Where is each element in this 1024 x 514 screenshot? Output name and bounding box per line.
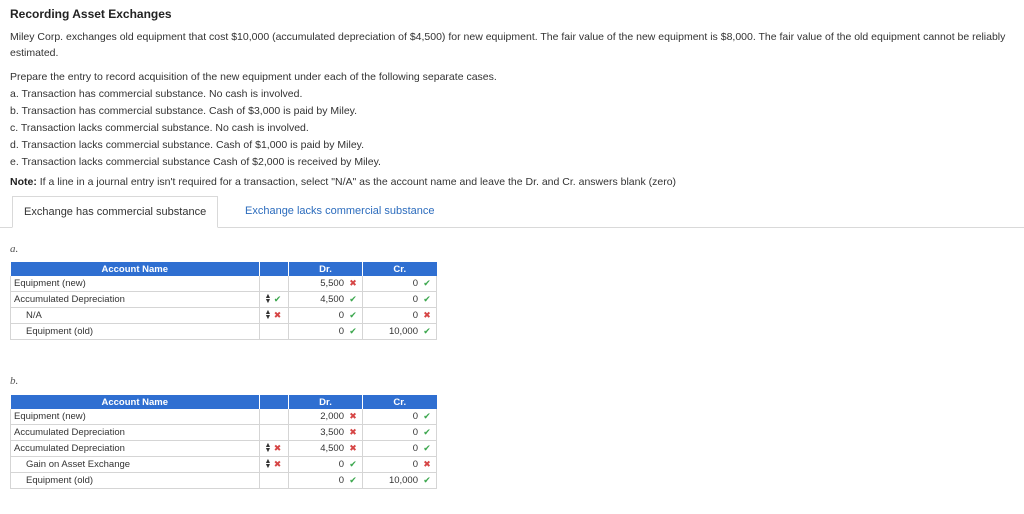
debit-input[interactable] — [289, 441, 363, 457]
account-name-cell[interactable] — [11, 292, 260, 308]
control-header — [260, 395, 289, 409]
check-icon: ✔ — [423, 410, 431, 421]
page-title: Recording Asset Exchanges — [10, 7, 172, 21]
x-icon: ✖ — [423, 309, 431, 320]
account-control-cell — [260, 473, 289, 489]
account-name-text: Equipment (old) — [26, 475, 94, 486]
credit-value: 0 — [412, 458, 418, 470]
account-name-cell[interactable] — [11, 441, 260, 457]
account-name-text: Gain on Asset Exchange — [26, 459, 131, 470]
note-label: Note: — [10, 176, 37, 188]
journal-row — [11, 276, 437, 292]
journal-table-b — [10, 395, 437, 489]
debit-input[interactable] — [289, 276, 363, 292]
credit-input[interactable] — [363, 409, 437, 425]
journal-row — [11, 308, 437, 324]
journal-row — [11, 473, 437, 489]
debit-value: 0 — [338, 309, 344, 321]
debit-input[interactable] — [289, 457, 363, 473]
credit-input[interactable] — [363, 324, 437, 340]
journal-row — [11, 409, 437, 425]
note — [10, 176, 676, 188]
up-down-arrow-icon[interactable]: ▲ ▼ — [264, 293, 272, 306]
x-icon: ✖ — [273, 442, 282, 453]
account-name-cell[interactable] — [11, 409, 260, 425]
check-icon: ✔ — [349, 458, 357, 469]
account-name-text: N/A — [26, 310, 42, 321]
credit-value: 0 — [412, 442, 418, 454]
problem-intro: Miley Corp. exchanges old equipment that cost $10,000 (accumulated depreciation of $4,500) for new equipment. The fair value of the new equipment is $8,000. The fair value of the old equipment cannot be reliably estimated. — [10, 31, 1006, 59]
x-icon: ✖ — [273, 458, 282, 469]
credit-input[interactable] — [363, 425, 437, 441]
credit-value: 0 — [412, 309, 418, 321]
credit-value: 10,000 — [388, 325, 418, 337]
check-icon: ✔ — [423, 293, 431, 304]
check-icon: ✔ — [423, 474, 431, 485]
cr-header: Cr. — [363, 262, 437, 276]
check-icon: ✔ — [423, 325, 431, 336]
debit-input[interactable] — [289, 308, 363, 324]
account-name-text: Accumulated Depreciation — [14, 294, 125, 305]
account-name-cell[interactable] — [11, 308, 260, 324]
journal-row — [11, 324, 437, 340]
credit-value: 10,000 — [388, 474, 418, 486]
debit-input[interactable] — [289, 409, 363, 425]
dr-header: Dr. — [289, 395, 363, 409]
debit-value: 4,500 — [320, 293, 344, 305]
account-name-cell[interactable] — [11, 473, 260, 489]
check-icon: ✔ — [349, 474, 357, 485]
account-control-cell[interactable] — [260, 457, 289, 473]
case-c-description: c. Transaction lacks commercial substance. No cash is involved. — [10, 122, 309, 134]
journal-row — [11, 292, 437, 308]
account-control-cell — [260, 409, 289, 425]
account-name-cell[interactable] — [11, 324, 260, 340]
debit-input[interactable] — [289, 473, 363, 489]
credit-value: 0 — [412, 426, 418, 438]
debit-input[interactable] — [289, 324, 363, 340]
journal-table-a — [10, 262, 437, 340]
credit-input[interactable] — [363, 308, 437, 324]
x-icon: ✖ — [273, 309, 282, 320]
x-icon: ✖ — [349, 442, 357, 453]
check-icon: ✔ — [349, 325, 357, 336]
note-text: If a line in a journal entry isn't required for a transaction, select "N/A" as the account name and leave the Dr. and Cr. answers blank (zero) — [39, 176, 677, 188]
tab-has-commercial-substance[interactable]: Exchange has commercial substance — [12, 196, 218, 228]
account-name-text: Equipment (new) — [14, 278, 86, 289]
cr-header: Cr. — [363, 395, 437, 409]
account-control-cell — [260, 276, 289, 292]
account-name-header: Account Name — [11, 395, 260, 409]
debit-value: 2,000 — [320, 410, 344, 422]
account-name-header: Account Name — [11, 262, 260, 276]
credit-value: 0 — [412, 293, 418, 305]
dr-header: Dr. — [289, 262, 363, 276]
account-name-cell[interactable] — [11, 276, 260, 292]
account-name-cell[interactable] — [11, 425, 260, 441]
x-icon: ✖ — [349, 426, 357, 437]
account-name-text: Accumulated Depreciation — [14, 427, 125, 438]
debit-value: 4,500 — [320, 442, 344, 454]
debit-input[interactable] — [289, 292, 363, 308]
account-control-cell — [260, 425, 289, 441]
credit-input[interactable] — [363, 457, 437, 473]
check-icon: ✔ — [349, 293, 357, 304]
debit-value: 0 — [338, 474, 344, 486]
debit-input[interactable] — [289, 425, 363, 441]
journal-row — [11, 441, 437, 457]
account-control-cell[interactable] — [260, 441, 289, 457]
check-icon: ✔ — [423, 442, 431, 453]
check-icon: ✔ — [273, 293, 282, 304]
account-control-cell — [260, 324, 289, 340]
check-icon: ✔ — [423, 426, 431, 437]
credit-input[interactable] — [363, 473, 437, 489]
account-control-cell[interactable] — [260, 292, 289, 308]
control-header — [260, 262, 289, 276]
journal-row — [11, 457, 437, 473]
account-name-text: Equipment (new) — [14, 411, 86, 422]
check-icon: ✔ — [349, 309, 357, 320]
up-down-arrow-icon[interactable]: ▲ ▼ — [264, 442, 272, 455]
credit-input[interactable] — [363, 441, 437, 457]
x-icon: ✖ — [349, 277, 357, 288]
debit-value: 3,500 — [320, 426, 344, 438]
case-b-description: b. Transaction has commercial substance. Cash of $3,000 is paid by Miley. — [10, 105, 358, 117]
account-name-text: Equipment (old) — [26, 326, 94, 337]
credit-value: 0 — [412, 277, 418, 289]
journal-row — [11, 425, 437, 441]
case-a-description: a. Transaction has commercial substance. No cash is involved. — [10, 88, 303, 100]
case-e-description: e. Transaction lacks commercial substance Cash of $2,000 is received by Miley. — [10, 156, 381, 168]
instructions — [10, 69, 497, 171]
check-icon: ✔ — [423, 277, 431, 288]
x-icon: ✖ — [423, 458, 431, 469]
tab-bar — [0, 196, 1024, 228]
up-down-arrow-icon[interactable]: ▲ ▼ — [264, 458, 272, 471]
instruction-line: Prepare the entry to record acquisition of the new equipment under each of the following separate cases. — [10, 71, 497, 83]
credit-input[interactable] — [363, 276, 437, 292]
account-name-text: Accumulated Depreciation — [14, 443, 125, 454]
credit-input[interactable] — [363, 292, 437, 308]
account-control-cell[interactable] — [260, 308, 289, 324]
account-name-cell[interactable] — [11, 457, 260, 473]
x-icon: ✖ — [349, 410, 357, 421]
up-down-arrow-icon[interactable]: ▲ ▼ — [264, 309, 272, 322]
tab-lacks-commercial-substance[interactable]: Exchange lacks commercial substance — [245, 205, 435, 217]
debit-value: 5,500 — [320, 277, 344, 289]
case-d-description: d. Transaction lacks commercial substance. Cash of $1,000 is paid by Miley. — [10, 139, 365, 151]
credit-value: 0 — [412, 410, 418, 422]
debit-value: 0 — [338, 458, 344, 470]
case-b-label: b. — [10, 375, 19, 387]
case-a-label: a. — [10, 243, 19, 255]
debit-value: 0 — [338, 325, 344, 337]
